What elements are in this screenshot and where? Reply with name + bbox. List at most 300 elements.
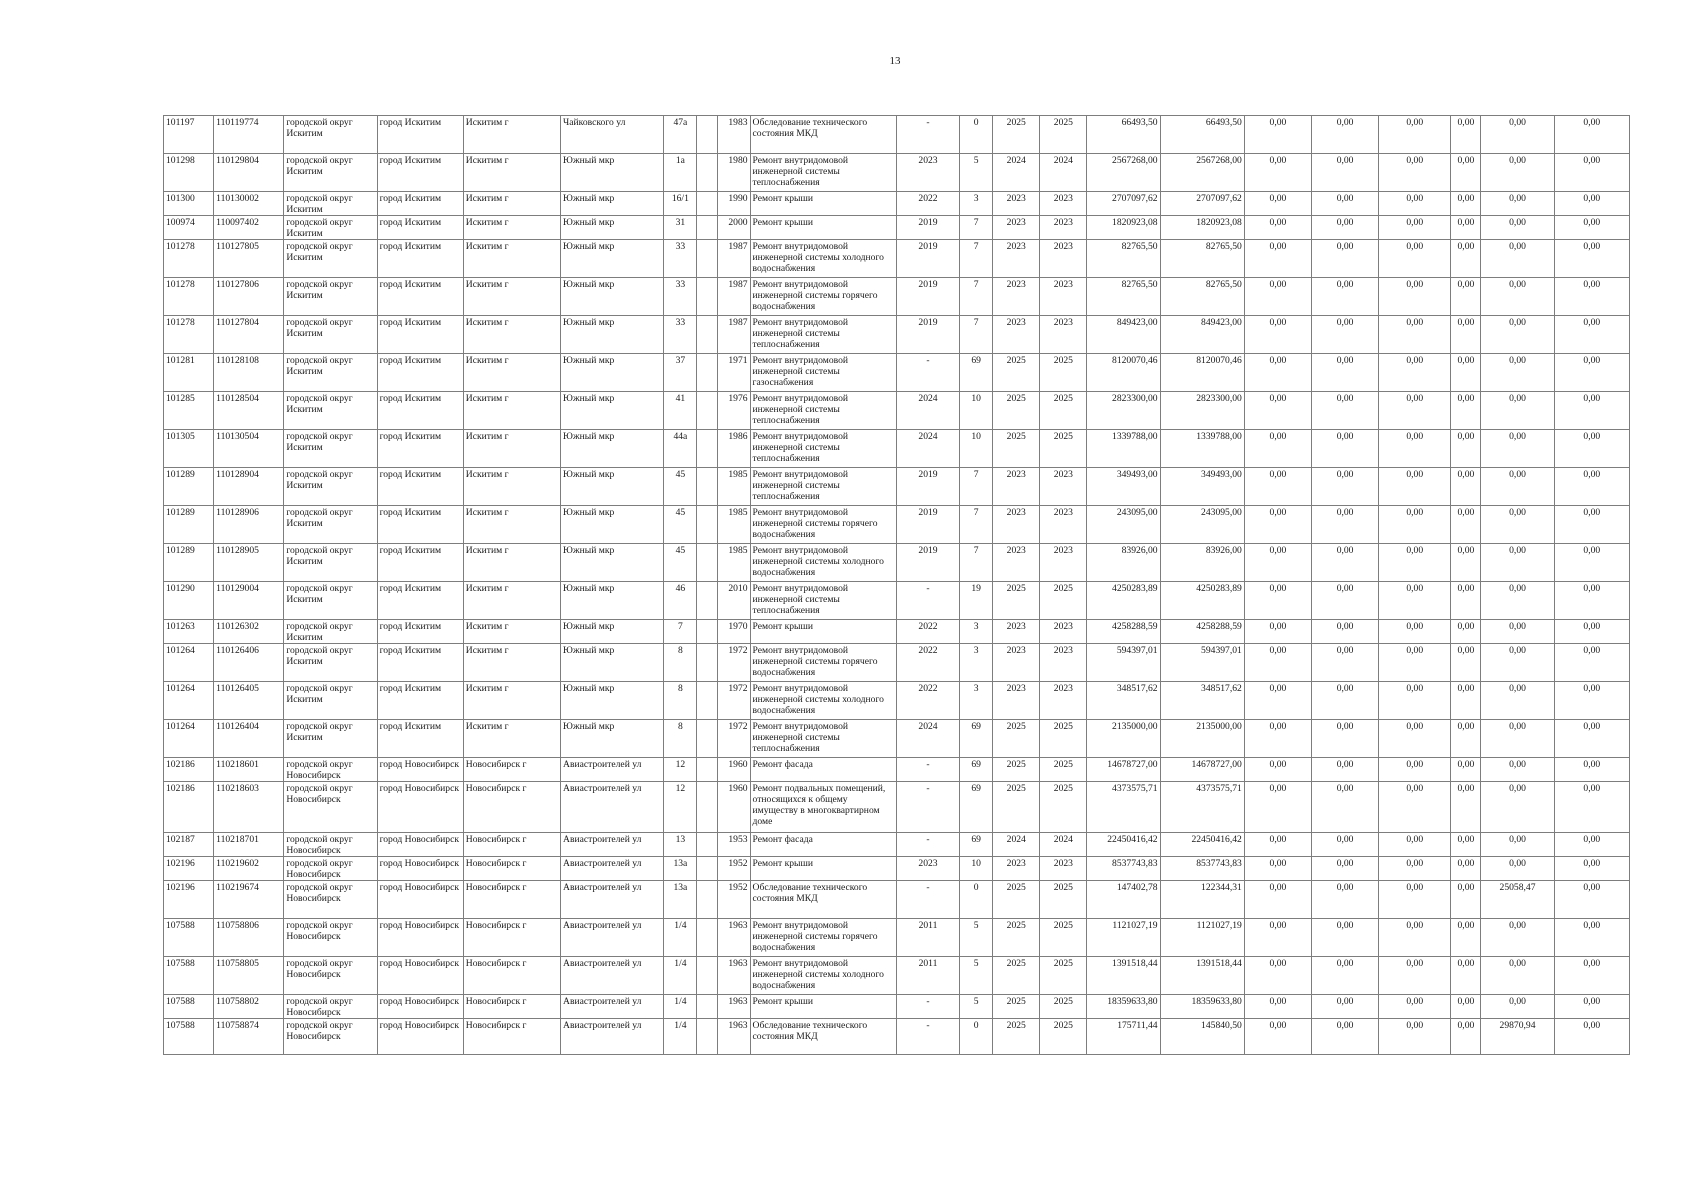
year-end-cell: 2025 [1040, 758, 1087, 782]
wear-percent-cell: 3 [960, 682, 993, 720]
settlement-cell: город Искитим [377, 154, 463, 192]
regional-cost-cell: 0,00 [1312, 354, 1379, 392]
house-id-cell: 102186 [164, 758, 214, 782]
building-cell [697, 833, 718, 857]
other-cost-cell: 0,00 [1481, 506, 1554, 544]
year-end-cell: 2025 [1040, 881, 1087, 919]
year-end-cell: 2025 [1040, 392, 1087, 430]
fund-cost-cell: 1339788,00 [1160, 430, 1244, 468]
previous-year-cell: - [896, 782, 959, 833]
street-cell: Южный мкр [561, 468, 664, 506]
municipal-district-cell: городской округ Искитим [284, 506, 377, 544]
fund-cost-cell: 2567268,00 [1160, 154, 1244, 192]
year-start-cell: 2025 [993, 758, 1040, 782]
locality-cell: Искитим г [463, 116, 560, 154]
other-cost-cell: 0,00 [1481, 682, 1554, 720]
previous-year-cell: 2022 [896, 644, 959, 682]
year-built-cell: 1985 [718, 506, 750, 544]
locality-cell: Искитим г [463, 392, 560, 430]
municipal-district-cell: городской округ Искитим [284, 392, 377, 430]
wear-percent-cell: 7 [960, 544, 993, 582]
local-cost-cell: 0,00 [1379, 881, 1451, 919]
owner-cost-cell: 0,00 [1451, 782, 1481, 833]
building-cell [697, 919, 718, 957]
previous-year-cell: 2019 [896, 216, 959, 240]
work-type-cell: Ремонт внутридомовой инженерной системы теплоснабжения [750, 316, 896, 354]
extra-cost-cell: 0,00 [1554, 782, 1629, 833]
settlement-cell: город Искитим [377, 644, 463, 682]
work-id-cell: 110127805 [214, 240, 284, 278]
total-cost-cell: 8537743,83 [1087, 857, 1160, 881]
year-built-cell: 1963 [718, 957, 750, 995]
settlement-cell: город Искитим [377, 544, 463, 582]
settlement-cell: город Новосибирск [377, 1019, 463, 1055]
locality-cell: Искитим г [463, 192, 560, 216]
previous-year-cell: 2019 [896, 506, 959, 544]
settlement-cell: город Новосибирск [377, 995, 463, 1019]
house-number-cell: 13а [664, 881, 697, 919]
building-cell [697, 544, 718, 582]
settlement-cell: город Новосибирск [377, 857, 463, 881]
year-start-cell: 2025 [993, 957, 1040, 995]
work-type-cell: Ремонт крыши [750, 995, 896, 1019]
local-cost-cell: 0,00 [1379, 644, 1451, 682]
total-cost-cell: 175711,44 [1087, 1019, 1160, 1055]
federal-cost-cell: 0,00 [1244, 957, 1311, 995]
house-id-cell: 101290 [164, 582, 214, 620]
regional-cost-cell: 0,00 [1312, 544, 1379, 582]
local-cost-cell: 0,00 [1379, 506, 1451, 544]
house-id-cell: 101197 [164, 116, 214, 154]
other-cost-cell: 0,00 [1481, 620, 1554, 644]
extra-cost-cell: 0,00 [1554, 644, 1629, 682]
settlement-cell: город Искитим [377, 468, 463, 506]
year-end-cell: 2025 [1040, 1019, 1087, 1055]
local-cost-cell: 0,00 [1379, 620, 1451, 644]
total-cost-cell: 2567268,00 [1087, 154, 1160, 192]
building-cell [697, 782, 718, 833]
house-number-cell: 45 [664, 506, 697, 544]
total-cost-cell: 849423,00 [1087, 316, 1160, 354]
settlement-cell: город Новосибирск [377, 919, 463, 957]
extra-cost-cell: 0,00 [1554, 354, 1629, 392]
previous-year-cell: 2019 [896, 240, 959, 278]
extra-cost-cell: 0,00 [1554, 154, 1629, 192]
fund-cost-cell: 83926,00 [1160, 544, 1244, 582]
extra-cost-cell: 0,00 [1554, 720, 1629, 758]
capital-repair-table [163, 115, 1630, 1055]
regional-cost-cell: 0,00 [1312, 644, 1379, 682]
house-number-cell: 8 [664, 644, 697, 682]
house-number-cell: 45 [664, 544, 697, 582]
work-id-cell: 110130002 [214, 192, 284, 216]
fund-cost-cell: 4373575,71 [1160, 782, 1244, 833]
locality-cell: Искитим г [463, 216, 560, 240]
house-number-cell: 12 [664, 782, 697, 833]
extra-cost-cell: 0,00 [1554, 192, 1629, 216]
owner-cost-cell: 0,00 [1451, 857, 1481, 881]
other-cost-cell: 0,00 [1481, 316, 1554, 354]
year-built-cell: 1952 [718, 857, 750, 881]
table-row [164, 758, 1630, 782]
extra-cost-cell: 0,00 [1554, 240, 1629, 278]
work-id-cell: 110128905 [214, 544, 284, 582]
settlement-cell: город Искитим [377, 582, 463, 620]
federal-cost-cell: 0,00 [1244, 720, 1311, 758]
year-built-cell: 2000 [718, 216, 750, 240]
table-row [164, 354, 1630, 392]
extra-cost-cell: 0,00 [1554, 544, 1629, 582]
locality-cell: Искитим г [463, 316, 560, 354]
year-start-cell: 2023 [993, 278, 1040, 316]
table-row [164, 620, 1630, 644]
wear-percent-cell: 5 [960, 154, 993, 192]
year-end-cell: 2025 [1040, 782, 1087, 833]
settlement-cell: город Новосибирск [377, 957, 463, 995]
regional-cost-cell: 0,00 [1312, 216, 1379, 240]
total-cost-cell: 4373575,71 [1087, 782, 1160, 833]
street-cell: Южный мкр [561, 278, 664, 316]
settlement-cell: город Искитим [377, 720, 463, 758]
work-type-cell: Ремонт внутридомовой инженерной системы холодного водоснабжения [750, 544, 896, 582]
owner-cost-cell: 0,00 [1451, 316, 1481, 354]
table-body [164, 116, 1630, 1055]
municipal-district-cell: городской округ Искитим [284, 644, 377, 682]
year-built-cell: 1990 [718, 192, 750, 216]
house-id-cell: 101264 [164, 644, 214, 682]
house-number-cell: 46 [664, 582, 697, 620]
year-end-cell: 2025 [1040, 582, 1087, 620]
settlement-cell: город Искитим [377, 216, 463, 240]
local-cost-cell: 0,00 [1379, 544, 1451, 582]
table-row [164, 278, 1630, 316]
year-start-cell: 2023 [993, 506, 1040, 544]
year-end-cell: 2023 [1040, 544, 1087, 582]
settlement-cell: город Искитим [377, 278, 463, 316]
year-start-cell: 2023 [993, 620, 1040, 644]
building-cell [697, 857, 718, 881]
locality-cell: Искитим г [463, 720, 560, 758]
other-cost-cell: 0,00 [1481, 758, 1554, 782]
wear-percent-cell: 19 [960, 582, 993, 620]
street-cell: Южный мкр [561, 192, 664, 216]
fund-cost-cell: 1121027,19 [1160, 919, 1244, 957]
previous-year-cell: 2022 [896, 620, 959, 644]
other-cost-cell: 0,00 [1481, 430, 1554, 468]
house-id-cell: 101298 [164, 154, 214, 192]
year-end-cell: 2023 [1040, 216, 1087, 240]
building-cell [697, 316, 718, 354]
total-cost-cell: 1339788,00 [1087, 430, 1160, 468]
fund-cost-cell: 2135000,00 [1160, 720, 1244, 758]
local-cost-cell: 0,00 [1379, 216, 1451, 240]
work-id-cell: 110218603 [214, 782, 284, 833]
year-end-cell: 2025 [1040, 354, 1087, 392]
work-id-cell: 110128108 [214, 354, 284, 392]
regional-cost-cell: 0,00 [1312, 720, 1379, 758]
extra-cost-cell: 0,00 [1554, 216, 1629, 240]
street-cell: Авиастроителей ул [561, 881, 664, 919]
extra-cost-cell: 0,00 [1554, 857, 1629, 881]
extra-cost-cell: 0,00 [1554, 468, 1629, 506]
owner-cost-cell: 0,00 [1451, 392, 1481, 430]
year-built-cell: 1985 [718, 468, 750, 506]
previous-year-cell: - [896, 881, 959, 919]
building-cell [697, 468, 718, 506]
municipal-district-cell: городской округ Искитим [284, 544, 377, 582]
street-cell: Южный мкр [561, 216, 664, 240]
previous-year-cell: 2023 [896, 857, 959, 881]
settlement-cell: город Новосибирск [377, 782, 463, 833]
regional-cost-cell: 0,00 [1312, 582, 1379, 620]
regional-cost-cell: 0,00 [1312, 430, 1379, 468]
wear-percent-cell: 69 [960, 354, 993, 392]
locality-cell: Новосибирск г [463, 758, 560, 782]
work-id-cell: 110758805 [214, 957, 284, 995]
table-row [164, 582, 1630, 620]
settlement-cell: город Искитим [377, 316, 463, 354]
regional-cost-cell: 0,00 [1312, 857, 1379, 881]
street-cell: Южный мкр [561, 582, 664, 620]
municipal-district-cell: городской округ Новосибирск [284, 758, 377, 782]
extra-cost-cell: 0,00 [1554, 919, 1629, 957]
regional-cost-cell: 0,00 [1312, 758, 1379, 782]
house-number-cell: 1/4 [664, 1019, 697, 1055]
fund-cost-cell: 243095,00 [1160, 506, 1244, 544]
building-cell [697, 644, 718, 682]
total-cost-cell: 1121027,19 [1087, 919, 1160, 957]
house-number-cell: 8 [664, 682, 697, 720]
total-cost-cell: 243095,00 [1087, 506, 1160, 544]
municipal-district-cell: городской округ Искитим [284, 154, 377, 192]
owner-cost-cell: 0,00 [1451, 354, 1481, 392]
locality-cell: Новосибирск г [463, 881, 560, 919]
extra-cost-cell: 0,00 [1554, 682, 1629, 720]
settlement-cell: город Искитим [377, 354, 463, 392]
work-type-cell: Ремонт фасада [750, 833, 896, 857]
year-built-cell: 1960 [718, 758, 750, 782]
previous-year-cell: 2011 [896, 919, 959, 957]
total-cost-cell: 66493,50 [1087, 116, 1160, 154]
work-type-cell: Ремонт внутридомовой инженерной системы газоснабжения [750, 354, 896, 392]
work-type-cell: Ремонт внутридомовой инженерной системы теплоснабжения [750, 392, 896, 430]
work-id-cell: 110128504 [214, 392, 284, 430]
house-id-cell: 101278 [164, 240, 214, 278]
extra-cost-cell: 0,00 [1554, 833, 1629, 857]
other-cost-cell: 0,00 [1481, 354, 1554, 392]
regional-cost-cell: 0,00 [1312, 881, 1379, 919]
municipal-district-cell: городской округ Искитим [284, 216, 377, 240]
fund-cost-cell: 18359633,80 [1160, 995, 1244, 1019]
year-built-cell: 1976 [718, 392, 750, 430]
extra-cost-cell: 0,00 [1554, 1019, 1629, 1055]
extra-cost-cell: 0,00 [1554, 430, 1629, 468]
total-cost-cell: 14678727,00 [1087, 758, 1160, 782]
settlement-cell: город Искитим [377, 116, 463, 154]
locality-cell: Искитим г [463, 582, 560, 620]
work-id-cell: 110129804 [214, 154, 284, 192]
work-id-cell: 110129004 [214, 582, 284, 620]
year-start-cell: 2025 [993, 354, 1040, 392]
municipal-district-cell: городской округ Искитим [284, 316, 377, 354]
previous-year-cell: - [896, 1019, 959, 1055]
house-number-cell: 1/4 [664, 957, 697, 995]
owner-cost-cell: 0,00 [1451, 240, 1481, 278]
previous-year-cell: 2024 [896, 430, 959, 468]
table-row [164, 957, 1630, 995]
house-id-cell: 101278 [164, 278, 214, 316]
page-number: 13 [889, 55, 901, 67]
table-row [164, 644, 1630, 682]
year-start-cell: 2023 [993, 192, 1040, 216]
locality-cell: Искитим г [463, 278, 560, 316]
local-cost-cell: 0,00 [1379, 782, 1451, 833]
federal-cost-cell: 0,00 [1244, 192, 1311, 216]
extra-cost-cell: 0,00 [1554, 758, 1629, 782]
house-number-cell: 8 [664, 720, 697, 758]
fund-cost-cell: 1391518,44 [1160, 957, 1244, 995]
wear-percent-cell: 3 [960, 620, 993, 644]
year-end-cell: 2025 [1040, 995, 1087, 1019]
table-row [164, 995, 1630, 1019]
regional-cost-cell: 0,00 [1312, 919, 1379, 957]
house-number-cell: 37 [664, 354, 697, 392]
house-number-cell: 13 [664, 833, 697, 857]
fund-cost-cell: 14678727,00 [1160, 758, 1244, 782]
year-built-cell: 1960 [718, 782, 750, 833]
federal-cost-cell: 0,00 [1244, 544, 1311, 582]
building-cell [697, 1019, 718, 1055]
settlement-cell: город Искитим [377, 240, 463, 278]
house-id-cell: 107588 [164, 919, 214, 957]
extra-cost-cell: 0,00 [1554, 506, 1629, 544]
house-number-cell: 33 [664, 278, 697, 316]
settlement-cell: город Новосибирск [377, 758, 463, 782]
settlement-cell: город Искитим [377, 506, 463, 544]
year-start-cell: 2025 [993, 116, 1040, 154]
building-cell [697, 620, 718, 644]
building-cell [697, 240, 718, 278]
year-end-cell: 2024 [1040, 833, 1087, 857]
table-row [164, 468, 1630, 506]
locality-cell: Искитим г [463, 620, 560, 644]
total-cost-cell: 18359633,80 [1087, 995, 1160, 1019]
year-start-cell: 2025 [993, 1019, 1040, 1055]
local-cost-cell: 0,00 [1379, 957, 1451, 995]
table-row [164, 392, 1630, 430]
extra-cost-cell: 0,00 [1554, 316, 1629, 354]
previous-year-cell: 2019 [896, 468, 959, 506]
table-row [164, 240, 1630, 278]
year-built-cell: 1972 [718, 720, 750, 758]
extra-cost-cell: 0,00 [1554, 392, 1629, 430]
house-id-cell: 101278 [164, 316, 214, 354]
house-number-cell: 1/4 [664, 919, 697, 957]
municipal-district-cell: городской округ Новосибирск [284, 957, 377, 995]
year-start-cell: 2025 [993, 782, 1040, 833]
other-cost-cell: 0,00 [1481, 857, 1554, 881]
work-id-cell: 110130504 [214, 430, 284, 468]
owner-cost-cell: 0,00 [1451, 758, 1481, 782]
total-cost-cell: 2823300,00 [1087, 392, 1160, 430]
work-type-cell: Обследование технического состояния МКД [750, 881, 896, 919]
work-type-cell: Ремонт крыши [750, 857, 896, 881]
previous-year-cell: 2019 [896, 544, 959, 582]
total-cost-cell: 594397,01 [1087, 644, 1160, 682]
house-number-cell: 44а [664, 430, 697, 468]
regional-cost-cell: 0,00 [1312, 116, 1379, 154]
municipal-district-cell: городской округ Новосибирск [284, 995, 377, 1019]
year-end-cell: 2025 [1040, 957, 1087, 995]
other-cost-cell: 0,00 [1481, 154, 1554, 192]
regional-cost-cell: 0,00 [1312, 833, 1379, 857]
work-type-cell: Ремонт фасада [750, 758, 896, 782]
locality-cell: Новосибирск г [463, 995, 560, 1019]
owner-cost-cell: 0,00 [1451, 430, 1481, 468]
work-id-cell: 110097402 [214, 216, 284, 240]
house-id-cell: 100974 [164, 216, 214, 240]
settlement-cell: город Искитим [377, 392, 463, 430]
federal-cost-cell: 0,00 [1244, 682, 1311, 720]
street-cell: Южный мкр [561, 620, 664, 644]
other-cost-cell: 29870,94 [1481, 1019, 1554, 1055]
other-cost-cell: 0,00 [1481, 644, 1554, 682]
federal-cost-cell: 0,00 [1244, 316, 1311, 354]
house-id-cell: 102187 [164, 833, 214, 857]
municipal-district-cell: городской округ Искитим [284, 116, 377, 154]
wear-percent-cell: 10 [960, 857, 993, 881]
table-row [164, 881, 1630, 919]
municipal-district-cell: городской округ Искитим [284, 430, 377, 468]
owner-cost-cell: 0,00 [1451, 1019, 1481, 1055]
work-type-cell: Ремонт внутридомовой инженерной системы горячего водоснабжения [750, 644, 896, 682]
house-id-cell: 102196 [164, 881, 214, 919]
federal-cost-cell: 0,00 [1244, 392, 1311, 430]
wear-percent-cell: 3 [960, 644, 993, 682]
table-row [164, 857, 1630, 881]
table-row [164, 192, 1630, 216]
municipal-district-cell: городской округ Искитим [284, 682, 377, 720]
house-id-cell: 102186 [164, 782, 214, 833]
owner-cost-cell: 0,00 [1451, 216, 1481, 240]
settlement-cell: город Искитим [377, 682, 463, 720]
local-cost-cell: 0,00 [1379, 430, 1451, 468]
year-start-cell: 2024 [993, 833, 1040, 857]
fund-cost-cell: 122344,31 [1160, 881, 1244, 919]
fund-cost-cell: 4250283,89 [1160, 582, 1244, 620]
table-row [164, 1019, 1630, 1055]
year-start-cell: 2025 [993, 881, 1040, 919]
work-type-cell: Ремонт внутридомовой инженерной системы холодного водоснабжения [750, 240, 896, 278]
work-type-cell: Ремонт внутридомовой инженерной системы теплоснабжения [750, 720, 896, 758]
table-row [164, 919, 1630, 957]
fund-cost-cell: 8120070,46 [1160, 354, 1244, 392]
local-cost-cell: 0,00 [1379, 758, 1451, 782]
other-cost-cell: 0,00 [1481, 544, 1554, 582]
work-id-cell: 110758806 [214, 919, 284, 957]
table-row [164, 833, 1630, 857]
wear-percent-cell: 0 [960, 116, 993, 154]
other-cost-cell: 0,00 [1481, 192, 1554, 216]
year-end-cell: 2023 [1040, 857, 1087, 881]
regional-cost-cell: 0,00 [1312, 620, 1379, 644]
house-number-cell: 16/1 [664, 192, 697, 216]
year-end-cell: 2023 [1040, 468, 1087, 506]
other-cost-cell: 0,00 [1481, 995, 1554, 1019]
year-built-cell: 1953 [718, 833, 750, 857]
local-cost-cell: 0,00 [1379, 468, 1451, 506]
house-number-cell: 1/4 [664, 995, 697, 1019]
